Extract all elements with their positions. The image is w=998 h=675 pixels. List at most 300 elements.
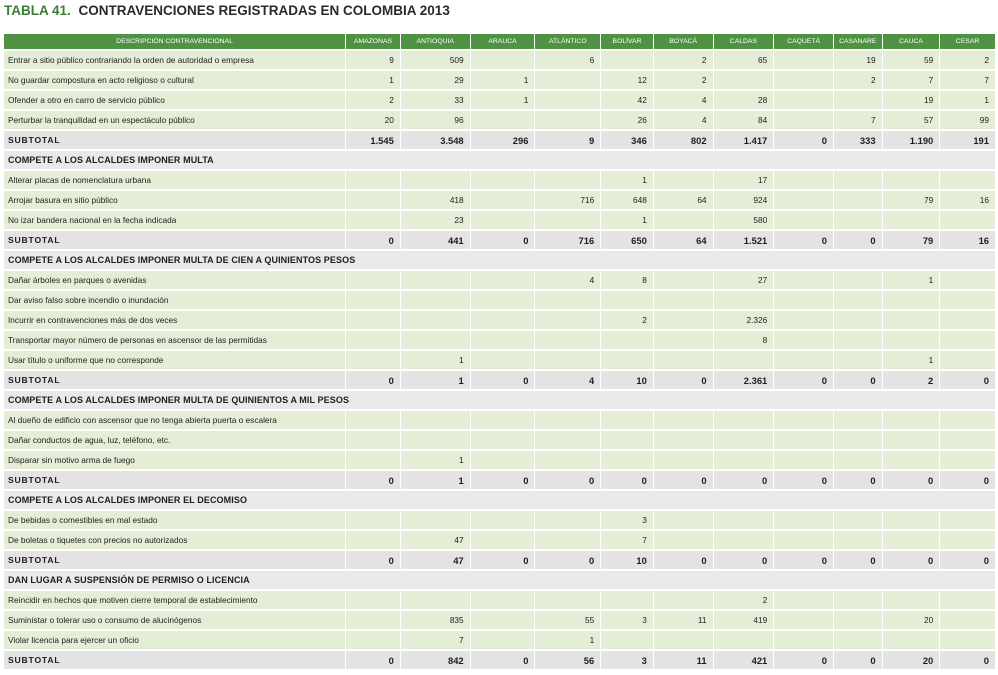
row-description: Dañar conductos de agua, luz, teléfono, etc. <box>4 431 345 449</box>
table-cell: 1 <box>883 271 940 289</box>
column-header: AMAZONAS <box>346 34 400 49</box>
table-cell <box>714 431 774 449</box>
table-cell <box>940 311 995 329</box>
subtotal-cell: 1.545 <box>346 131 400 149</box>
subtotal-cell: 0 <box>471 551 535 569</box>
table-row <box>4 611 995 629</box>
table-cell <box>346 351 400 369</box>
subtotal-cell: 1.521 <box>714 231 774 249</box>
table-row <box>4 311 995 329</box>
table-cell: 23 <box>401 211 470 229</box>
subtotal-cell: 716 <box>535 231 600 249</box>
table-cell: 8 <box>714 331 774 349</box>
table-cell <box>940 631 995 649</box>
table-cell: 19 <box>883 91 940 109</box>
table-cell: 55 <box>535 611 600 629</box>
table-row <box>4 411 995 429</box>
table-cell <box>535 91 600 109</box>
table-row <box>4 91 995 109</box>
table-cell <box>401 411 470 429</box>
row-description: Arrojar basura en sitio público <box>4 191 345 209</box>
table-cell <box>346 311 400 329</box>
table-cell: 47 <box>401 531 470 549</box>
table-cell <box>401 511 470 529</box>
table-cell <box>654 291 713 309</box>
table-cell: 2 <box>654 71 713 89</box>
table-body <box>4 51 995 669</box>
table-cell: 79 <box>883 191 940 209</box>
subtotal-cell: 441 <box>401 231 470 249</box>
table-cell <box>535 331 600 349</box>
table-cell: 64 <box>654 191 713 209</box>
table-cell <box>834 191 882 209</box>
subtotal-cell: 11 <box>654 651 713 669</box>
subtotal-row <box>4 371 995 389</box>
table-row <box>4 591 995 609</box>
column-header: ATLÁNTICO <box>535 34 600 49</box>
table-cell <box>471 411 535 429</box>
table-cell: 835 <box>401 611 470 629</box>
table-cell <box>834 631 882 649</box>
row-description: De bebidas o comestibles en mal estado <box>4 511 345 529</box>
table-cell <box>535 591 600 609</box>
table-cell <box>471 111 535 129</box>
table-cell <box>401 591 470 609</box>
subtotal-cell: 0 <box>471 371 535 389</box>
table-cell <box>714 71 774 89</box>
table-cell <box>834 171 882 189</box>
table-cell <box>774 431 833 449</box>
row-description: Disparar sin motivo arma de fuego <box>4 451 345 469</box>
table-cell <box>834 411 882 429</box>
subtotal-cell: 10 <box>601 551 653 569</box>
table-cell: 1 <box>401 351 470 369</box>
table-cell <box>774 271 833 289</box>
table-cell <box>714 631 774 649</box>
section-title: COMPETE A LOS ALCALDES IMPONER MULTA DE QUINIENTOS A MIL PESOS <box>4 391 995 409</box>
subtotal-cell: 16 <box>940 231 995 249</box>
row-description: No izar bandera nacional en la fecha indicada <box>4 211 345 229</box>
table-cell: 2 <box>346 91 400 109</box>
subtotal-cell: 296 <box>471 131 535 149</box>
table-cell <box>834 271 882 289</box>
table-cell: 648 <box>601 191 653 209</box>
table-cell: 9 <box>346 51 400 69</box>
table-cell <box>535 71 600 89</box>
table-cell <box>346 531 400 549</box>
table-cell <box>774 311 833 329</box>
table-cell <box>535 291 600 309</box>
table-cell: 3 <box>601 511 653 529</box>
column-header: ANTIOQUIA <box>401 34 470 49</box>
subtotal-label: SUBTOTAL <box>4 471 345 489</box>
table-cell <box>883 531 940 549</box>
table-cell <box>535 171 600 189</box>
subtotal-cell: 0 <box>535 471 600 489</box>
row-description: Violar licencia para ejercer un oficio <box>4 631 345 649</box>
table-cell: 4 <box>535 271 600 289</box>
subtotal-cell: 56 <box>535 651 600 669</box>
row-description: Transportar mayor número de personas en ascensor de las permitidas <box>4 331 345 349</box>
table-cell: 1 <box>883 351 940 369</box>
subtotal-cell: 0 <box>714 551 774 569</box>
table-cell <box>940 351 995 369</box>
table-number: TABLA 41. <box>4 3 71 18</box>
table-cell: 2 <box>940 51 995 69</box>
table-cell: 84 <box>714 111 774 129</box>
table-row <box>4 211 995 229</box>
table-cell <box>471 211 535 229</box>
table-cell <box>883 331 940 349</box>
table-row <box>4 191 995 209</box>
subtotal-cell: 0 <box>346 231 400 249</box>
table-cell: 6 <box>535 51 600 69</box>
table-cell <box>401 271 470 289</box>
subtotal-cell: 1 <box>401 371 470 389</box>
table-cell <box>940 431 995 449</box>
subtotal-label: SUBTOTAL <box>4 551 345 569</box>
table-cell <box>774 51 833 69</box>
table-cell <box>654 331 713 349</box>
table-cell <box>940 271 995 289</box>
table-cell <box>883 291 940 309</box>
table-cell: 4 <box>654 111 713 129</box>
subtotal-label: SUBTOTAL <box>4 131 345 149</box>
subtotal-cell: 0 <box>834 231 882 249</box>
table-cell <box>471 271 535 289</box>
table-cell <box>834 331 882 349</box>
table-cell <box>471 531 535 549</box>
subtotal-row <box>4 471 995 489</box>
table-cell <box>346 451 400 469</box>
table-cell <box>535 451 600 469</box>
table-cell <box>601 411 653 429</box>
table-cell <box>471 511 535 529</box>
table-row <box>4 631 995 649</box>
table-cell: 7 <box>883 71 940 89</box>
subtotal-cell: 0 <box>346 371 400 389</box>
subtotal-cell: 0 <box>940 371 995 389</box>
subtotal-cell: 0 <box>346 471 400 489</box>
subtotal-cell: 2.361 <box>714 371 774 389</box>
header-row <box>4 34 995 49</box>
table-cell <box>774 591 833 609</box>
table-cell <box>774 411 833 429</box>
table-cell <box>535 111 600 129</box>
table-cell <box>940 331 995 349</box>
table-cell: 1 <box>535 631 600 649</box>
subtotal-cell: 0 <box>654 471 713 489</box>
subtotal-cell: 0 <box>471 231 535 249</box>
table-cell <box>834 591 882 609</box>
section-header-row <box>4 391 995 409</box>
subtotal-cell: 79 <box>883 231 940 249</box>
table-cell <box>471 351 535 369</box>
table-cell: 16 <box>940 191 995 209</box>
subtotal-cell: 10 <box>601 371 653 389</box>
table-cell <box>471 451 535 469</box>
subtotal-cell: 1.417 <box>714 131 774 149</box>
table-cell: 17 <box>714 171 774 189</box>
subtotal-cell: 0 <box>346 651 400 669</box>
subtotal-cell: 47 <box>401 551 470 569</box>
table-cell <box>601 291 653 309</box>
table-cell <box>714 291 774 309</box>
subtotal-cell: 0 <box>774 131 833 149</box>
subtotal-cell: 0 <box>883 471 940 489</box>
table-cell: 7 <box>401 631 470 649</box>
column-header: CESAR <box>940 34 995 49</box>
table-cell <box>834 291 882 309</box>
subtotal-cell: 842 <box>401 651 470 669</box>
table-cell <box>654 271 713 289</box>
row-description: Dañar árboles en parques o avenidas <box>4 271 345 289</box>
table-cell: 96 <box>401 111 470 129</box>
subtotal-cell: 0 <box>774 651 833 669</box>
table-cell <box>774 171 833 189</box>
table-cell: 65 <box>714 51 774 69</box>
table-row <box>4 71 995 89</box>
table-cell <box>601 591 653 609</box>
table-cell: 2 <box>714 591 774 609</box>
row-description: Reincidir en hechos que motiven cierre temporal de establecimiento <box>4 591 345 609</box>
table-cell <box>654 531 713 549</box>
table-cell <box>883 631 940 649</box>
table-cell <box>883 411 940 429</box>
table-cell: 716 <box>535 191 600 209</box>
table-cell <box>654 411 713 429</box>
row-description: De boletas o tiquetes con precios no autorizados <box>4 531 345 549</box>
subtotal-cell: 346 <box>601 131 653 149</box>
table-row <box>4 171 995 189</box>
column-header: CASANARE <box>834 34 882 49</box>
subtotal-cell: 3 <box>601 651 653 669</box>
table-cell: 57 <box>883 111 940 129</box>
table-cell <box>940 531 995 549</box>
subtotal-cell: 9 <box>535 131 600 149</box>
table-cell <box>654 351 713 369</box>
table-cell <box>883 511 940 529</box>
table-cell: 1 <box>471 71 535 89</box>
table-cell <box>654 511 713 529</box>
table-cell: 2 <box>834 71 882 89</box>
table-cell <box>471 331 535 349</box>
table-cell <box>346 171 400 189</box>
table-cell <box>654 631 713 649</box>
table-cell <box>834 431 882 449</box>
table-cell: 19 <box>834 51 882 69</box>
section-header-row <box>4 251 995 269</box>
subtotal-cell: 4 <box>535 371 600 389</box>
row-description: Entrar a sitio público contrariando la orden de autoridad o empresa <box>4 51 345 69</box>
table-cell <box>346 191 400 209</box>
table-cell <box>601 331 653 349</box>
table-cell: 7 <box>601 531 653 549</box>
subtotal-label: SUBTOTAL <box>4 651 345 669</box>
table-cell <box>774 331 833 349</box>
subtotal-cell: 0 <box>774 231 833 249</box>
subtotal-cell: 0 <box>471 471 535 489</box>
subtotal-row <box>4 131 995 149</box>
subtotal-cell: 0 <box>535 551 600 569</box>
table-cell <box>535 511 600 529</box>
subtotal-cell: 0 <box>834 551 882 569</box>
subtotal-cell: 0 <box>774 371 833 389</box>
table-cell: 3 <box>601 611 653 629</box>
table-cell: 580 <box>714 211 774 229</box>
table-cell: 27 <box>714 271 774 289</box>
table-cell <box>883 311 940 329</box>
table-cell <box>401 311 470 329</box>
subtotal-row <box>4 551 995 569</box>
column-header: CAUCA <box>883 34 940 49</box>
table-row <box>4 351 995 369</box>
table-cell <box>535 311 600 329</box>
table-cell <box>346 271 400 289</box>
table-title <box>4 1 450 23</box>
table-cell <box>774 451 833 469</box>
section-title: COMPETE A LOS ALCALDES IMPONER MULTA <box>4 151 995 169</box>
table-row <box>4 51 995 69</box>
table-cell: 42 <box>601 91 653 109</box>
subtotal-cell: 2 <box>883 371 940 389</box>
subtotal-cell: 1 <box>401 471 470 489</box>
subtotal-cell: 0 <box>883 551 940 569</box>
table-cell <box>346 291 400 309</box>
table-cell <box>346 331 400 349</box>
contravenciones-table <box>3 32 996 671</box>
row-description: No guardar compostura en acto religioso o cultural <box>4 71 345 89</box>
table-cell <box>714 531 774 549</box>
table-cell <box>940 611 995 629</box>
subtotal-row <box>4 651 995 669</box>
table-cell <box>774 211 833 229</box>
table-cell <box>401 291 470 309</box>
table-cell <box>471 171 535 189</box>
column-header-description: DESCRIPCIÓN CONTRAVENCIONAL <box>4 34 345 49</box>
table-cell <box>714 511 774 529</box>
table-row <box>4 431 995 449</box>
table-cell: 26 <box>601 111 653 129</box>
table-cell <box>940 511 995 529</box>
table-cell <box>774 191 833 209</box>
table-cell <box>774 291 833 309</box>
subtotal-cell: 0 <box>940 651 995 669</box>
table-row <box>4 451 995 469</box>
table-cell: 1 <box>346 71 400 89</box>
table-cell <box>471 591 535 609</box>
table-cell: 20 <box>883 611 940 629</box>
table-cell <box>346 611 400 629</box>
table-cell: 1 <box>601 211 653 229</box>
row-description: Al dueño de edificio con ascensor que no tenga abierta puerta o escalera <box>4 411 345 429</box>
table-cell <box>834 611 882 629</box>
table-row <box>4 111 995 129</box>
table-cell: 1 <box>601 171 653 189</box>
table-cell <box>601 631 653 649</box>
table-cell <box>834 91 882 109</box>
table-cell <box>535 351 600 369</box>
column-header: CAQUETÁ <box>774 34 833 49</box>
table-cell: 418 <box>401 191 470 209</box>
table-cell <box>834 211 882 229</box>
table-cell <box>654 431 713 449</box>
section-title: DAN LUGAR A SUSPENSIÓN DE PERMISO O LICENCIA <box>4 571 995 589</box>
table-cell <box>401 331 470 349</box>
table-cell <box>654 451 713 469</box>
table-cell <box>834 311 882 329</box>
table-cell <box>654 211 713 229</box>
table-cell: 924 <box>714 191 774 209</box>
table-cell <box>346 431 400 449</box>
row-description: Ofender a otro en carro de servicio público <box>4 91 345 109</box>
table-cell <box>883 171 940 189</box>
table-cell: 59 <box>883 51 940 69</box>
column-header: CALDAS <box>714 34 774 49</box>
table-cell <box>471 611 535 629</box>
subtotal-cell: 1.190 <box>883 131 940 149</box>
table-cell <box>834 511 882 529</box>
row-description: Usar título o uniforme que no corresponde <box>4 351 345 369</box>
subtotal-cell: 0 <box>834 651 882 669</box>
subtotal-cell: 0 <box>654 371 713 389</box>
table-cell: 99 <box>940 111 995 129</box>
table-cell: 4 <box>654 91 713 109</box>
table-cell <box>774 111 833 129</box>
table-cell <box>471 631 535 649</box>
table-cell <box>834 451 882 469</box>
row-description: Incurrir en contravenciones más de dos veces <box>4 311 345 329</box>
table-cell <box>471 51 535 69</box>
table-cell <box>774 611 833 629</box>
table-cell: 2 <box>601 311 653 329</box>
subtotal-cell: 0 <box>346 551 400 569</box>
table-cell <box>535 431 600 449</box>
subtotal-cell: 650 <box>601 231 653 249</box>
table-cell <box>714 451 774 469</box>
section-header-row <box>4 571 995 589</box>
table-cell <box>471 291 535 309</box>
table-cell: 20 <box>346 111 400 129</box>
column-header: BOYACÁ <box>654 34 713 49</box>
row-description: Suministar o tolerar uso o consumo de alucinógenos <box>4 611 345 629</box>
subtotal-cell: 0 <box>940 471 995 489</box>
table-cell: 2.326 <box>714 311 774 329</box>
table-cell <box>601 351 653 369</box>
table-cell <box>654 311 713 329</box>
table-cell <box>601 451 653 469</box>
table-row <box>4 531 995 549</box>
row-description: Perturbar la tranquilidad en un espectáculo público <box>4 111 345 129</box>
table-row <box>4 291 995 309</box>
row-description: Dar aviso falso sobre incendio o inundación <box>4 291 345 309</box>
table-cell <box>346 591 400 609</box>
table-cell <box>471 431 535 449</box>
subtotal-cell: 0 <box>834 371 882 389</box>
table-cell <box>346 211 400 229</box>
table-cell: 12 <box>601 71 653 89</box>
subtotal-cell: 0 <box>471 651 535 669</box>
table-cell <box>940 451 995 469</box>
section-title: COMPETE A LOS ALCALDES IMPONER EL DECOMISO <box>4 491 995 509</box>
table-cell: 509 <box>401 51 470 69</box>
table-cell <box>834 531 882 549</box>
subtotal-cell: 20 <box>883 651 940 669</box>
table-cell <box>401 171 470 189</box>
table-cell: 29 <box>401 71 470 89</box>
table-cell: 8 <box>601 271 653 289</box>
table-cell <box>883 451 940 469</box>
